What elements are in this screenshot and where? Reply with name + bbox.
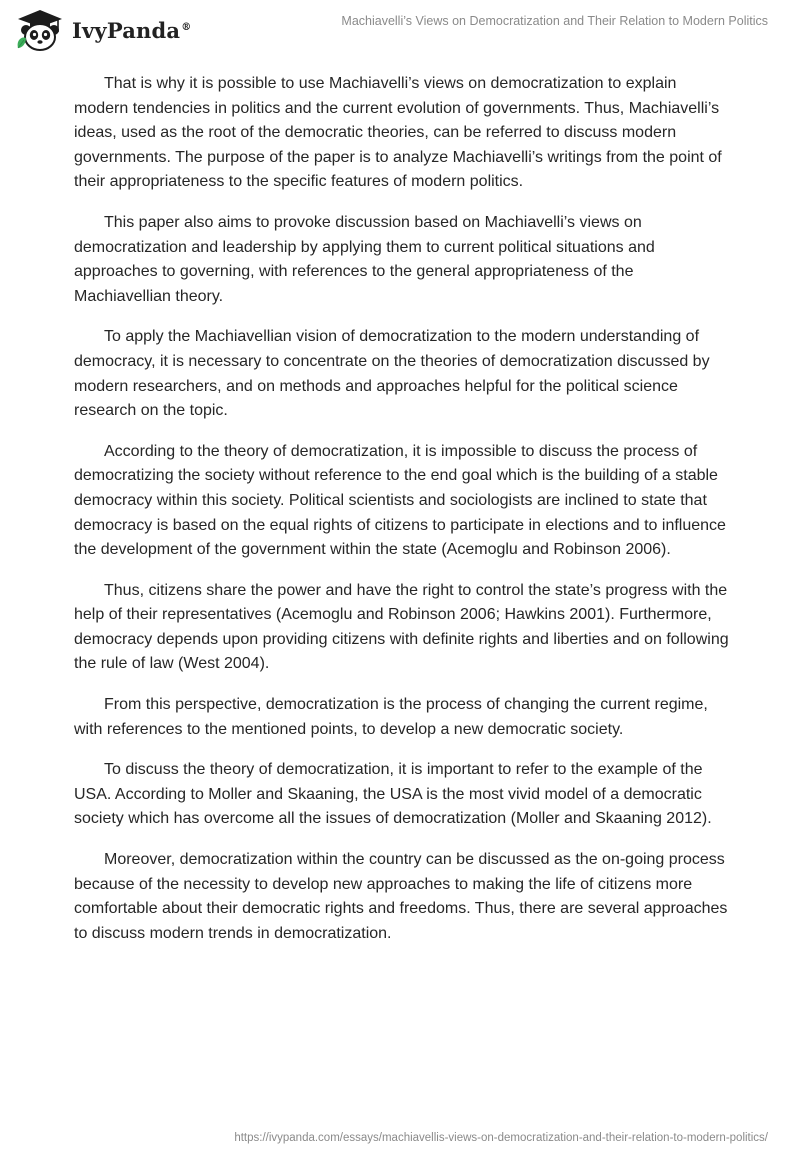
paragraph: This paper also aims to provoke discussion based on Machiavelli’s views on democratization and leadership by applying them to current political situations and approaches to governing, with references to the general appropriateness of the Machiavellian theory.: [74, 213, 655, 305]
source-url-link[interactable]: https://ivypanda.com/essays/machiavellis-views-on-democratization-and-their-relation-to-modern-politics/: [234, 1132, 768, 1144]
paragraph: To discuss the theory of democratization, it is important to refer to the example of the USA. According to Moller and Skaaning, the USA is the most vivid model of a democratic society which has overcome all the issues of democratization (Moller and Skaaning 2012).: [74, 761, 712, 828]
paragraph: From this perspective, democratization is the process of changing the current regime, with references to the mentioned points, to develop a new democratic society.: [74, 696, 708, 738]
registered-mark: ®: [181, 21, 192, 33]
document-title: Machiavelli’s Views on Democratization and Their Relation to Modern Politics: [341, 14, 768, 28]
paragraph: That is why it is possible to use Machiavelli’s views on democratization to explain modern tendencies in politics and the current evolution of governments. Thus, Machiavelli’s ideas, used as the root of the democratic theories, can be referred to discuss modern governments. The purpose of the paper is to analyze Machiavelli’s writings from the point of their appropriateness to the specific features of modern politics.: [74, 75, 722, 191]
brand-name: IvyPanda®: [72, 17, 192, 43]
panda-graduate-icon: [14, 8, 66, 52]
paragraph: Moreover, democratization within the country can be discussed as the on-going process because of the necessity to develop new approaches to making the life of citizens more comfortable about their democratic rights and freedoms. Thus, there are several approaches to discuss modern trends in democratization.: [74, 851, 728, 942]
ivypanda-logo[interactable]: [14, 8, 191, 52]
essay-body: [74, 72, 734, 962]
paragraph: Thus, citizens share the power and have the right to control the state’s progress with the help of their representatives (Acemoglu and Robinson 2006; Hawkins 2001). Furthermore, democracy depends upon providing citizens with definite rights and liberties and on following the rule of law (West 2004).: [74, 581, 729, 673]
paragraph: To apply the Machiavellian vision of democratization to the modern understanding of democracy, it is necessary to concentrate on the theories of democratization discussed by modern researchers, and on methods and approaches helpful for the political science research on the topic.: [74, 328, 710, 420]
page-header: [0, 0, 800, 60]
paragraph: According to the theory of democratization, it is impossible to discuss the process of democratizing the society without reference to the end goal which is the building of a stable democracy within this society. Political scientists and sociologists are inclined to state that democracy is based on the equal rights of citizens to participate in elections and to influence the development of the government within the state (Acemoglu and Robinson 2006).: [74, 442, 726, 559]
